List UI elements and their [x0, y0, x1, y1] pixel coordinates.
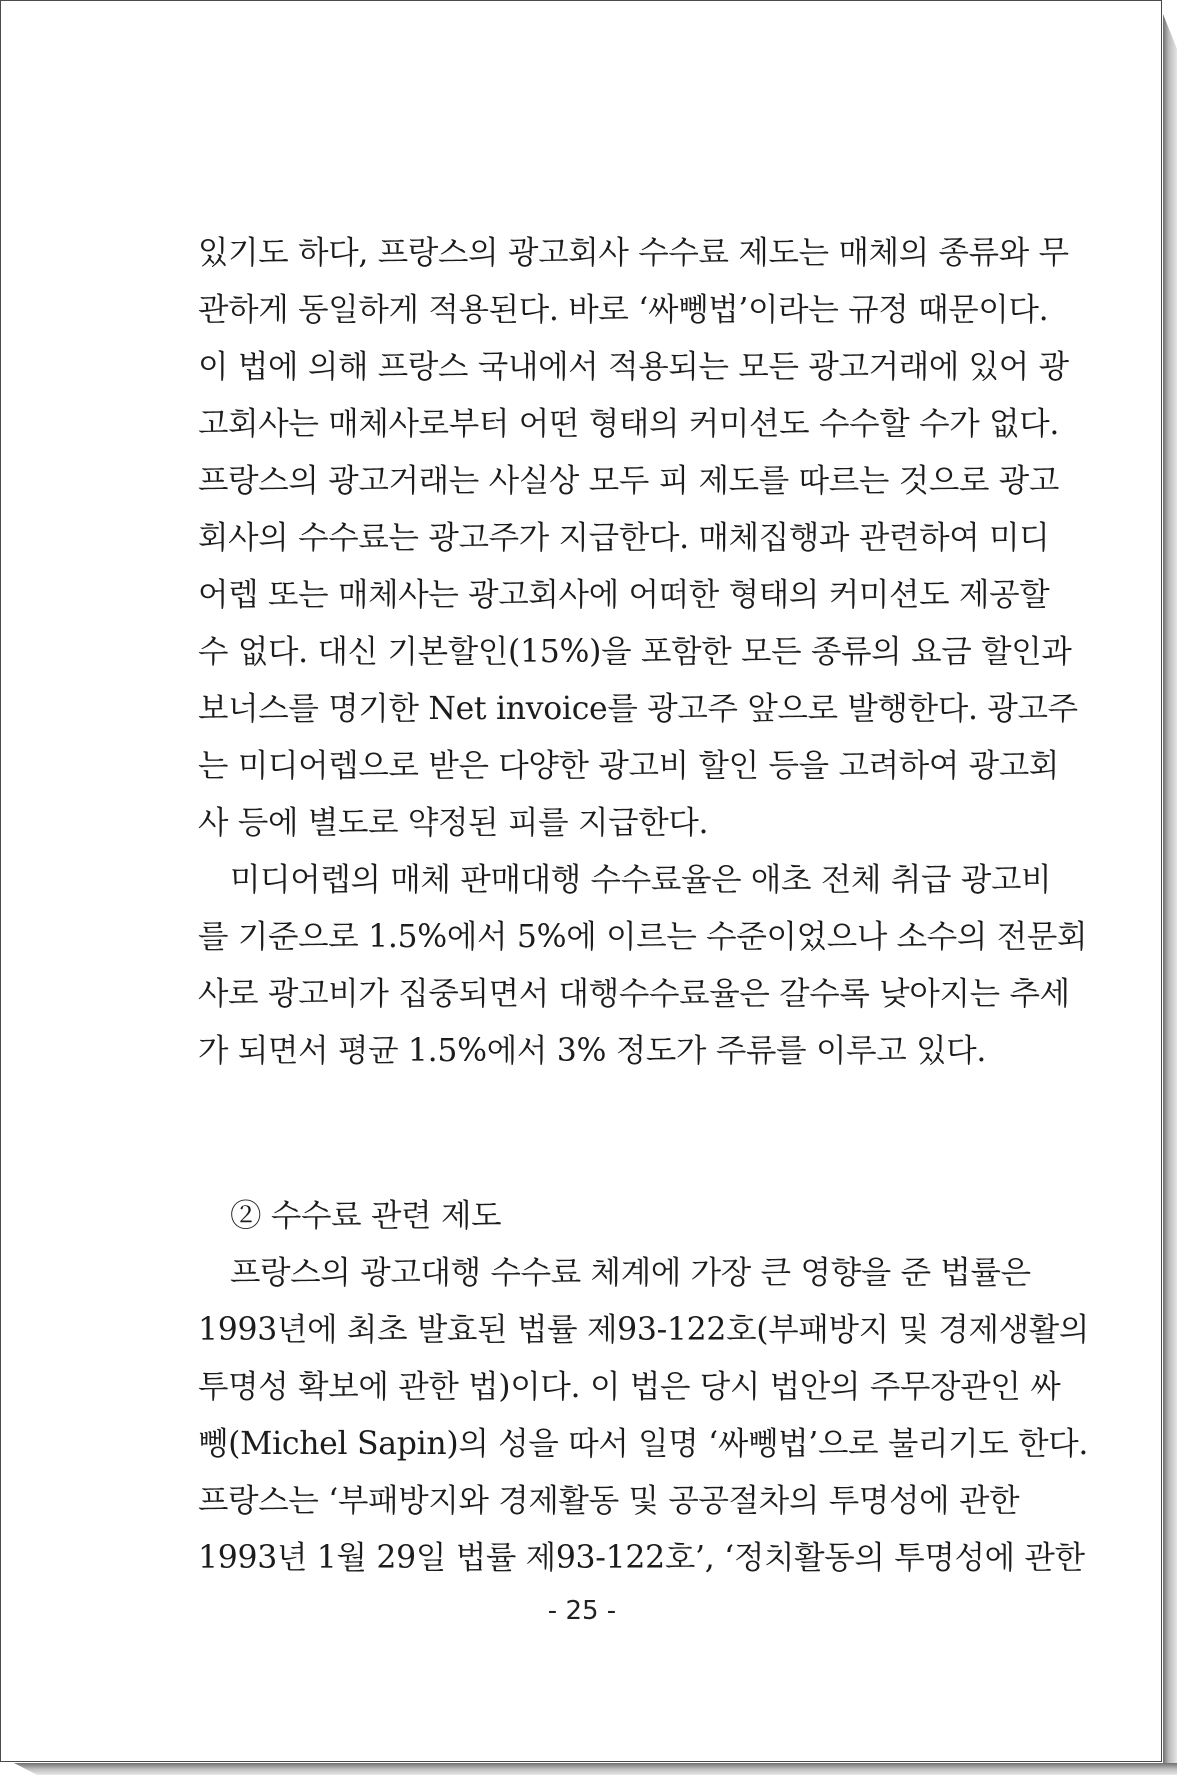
text-line: 는 미디어렙으로 받은 다양한 광고비 할인 등을 고려하여 광고회	[198, 748, 1060, 784]
text-line: 어렙 또는 매체사는 광고회사에 어떠한 형태의 커미션도 제공할	[198, 577, 1050, 613]
text-line: 프랑스는 ‘부패방지와 경제활동 및 공공절차의 투명성에 관한	[198, 1483, 1020, 1519]
text-line: 1993년에 최초 발효된 법률 제93-122호(부패방지 및 경제생활의	[198, 1312, 1089, 1348]
body-text	[198, 225, 1089, 1587]
page-edge-shadow-bottom	[14, 1763, 1177, 1775]
text-line: 뼁(Michel Sapin)의 성을 따서 일명 ‘싸뼁법’으로 불리기도 한다.	[198, 1426, 1089, 1462]
text-line: 사로 광고비가 집중되면서 대행수수료율은 갈수록 낮아지는 추세	[198, 976, 1070, 1012]
text-line: 투명성 확보에 관한 법)이다. 이 법은 당시 법안의 주무장관인 싸	[198, 1369, 1061, 1405]
page-number: - 25 -	[547, 1596, 617, 1626]
text-line: 고회사는 매체사로부터 어떤 형태의 커미션도 수수할 수가 없다.	[198, 406, 1060, 442]
text-line: 회사의 수수료는 광고주가 지급한다. 매체집행과 관련하여 미디	[198, 520, 1050, 556]
text-line: 프랑스의 광고거래는 사실상 모두 피 제도를 따르는 것으로 광고	[198, 463, 1060, 499]
section-heading: ② 수수료 관련 제도	[230, 1198, 502, 1234]
text-line: 있기도 하다, 프랑스의 광고회사 수수료 제도는 매체의 종류와 무	[198, 235, 1069, 271]
text-line: 가 되면서 평균 1.5%에서 3% 정도가 주류를 이루고 있다.	[198, 1033, 987, 1069]
text-line: 1993년 1월 29일 법률 제93-122호’, ‘정치활동의 투명성에 관한	[198, 1540, 1085, 1576]
text-line: 관하게 동일하게 적용된다. 바로 ‘싸뼁법’이라는 규정 때문이다.	[198, 292, 1049, 328]
text-line: 사 등에 별도로 약정된 피를 지급한다.	[198, 805, 709, 841]
section-gap	[198, 1080, 970, 1188]
text-line: 미디어렙의 매체 판매대행 수수료율은 애초 전체 취급 광고비	[230, 862, 1052, 898]
page-edge-shadow-right	[1163, 14, 1177, 1764]
text-line: 프랑스의 광고대행 수수료 체계에 가장 큰 영향을 준 법률은	[230, 1255, 1031, 1291]
text-line: 수 없다. 대신 기본할인(15%)을 포함한 모든 종류의 요금 할인과	[198, 634, 1072, 670]
paragraph-3	[198, 1245, 1089, 1587]
paragraph-1	[198, 225, 1078, 852]
text-line: 를 기준으로 1.5%에서 5%에 이르는 수준이었으나 소수의 전문회	[198, 919, 1088, 955]
text-line: 보너스를 명기한 Net invoice를 광고주 앞으로 발행한다. 광고주	[198, 691, 1078, 727]
paragraph-2	[198, 852, 1088, 1080]
text-line: 이 법에 의해 프랑스 국내에서 적용되는 모든 광고거래에 있어 광	[198, 349, 1069, 385]
